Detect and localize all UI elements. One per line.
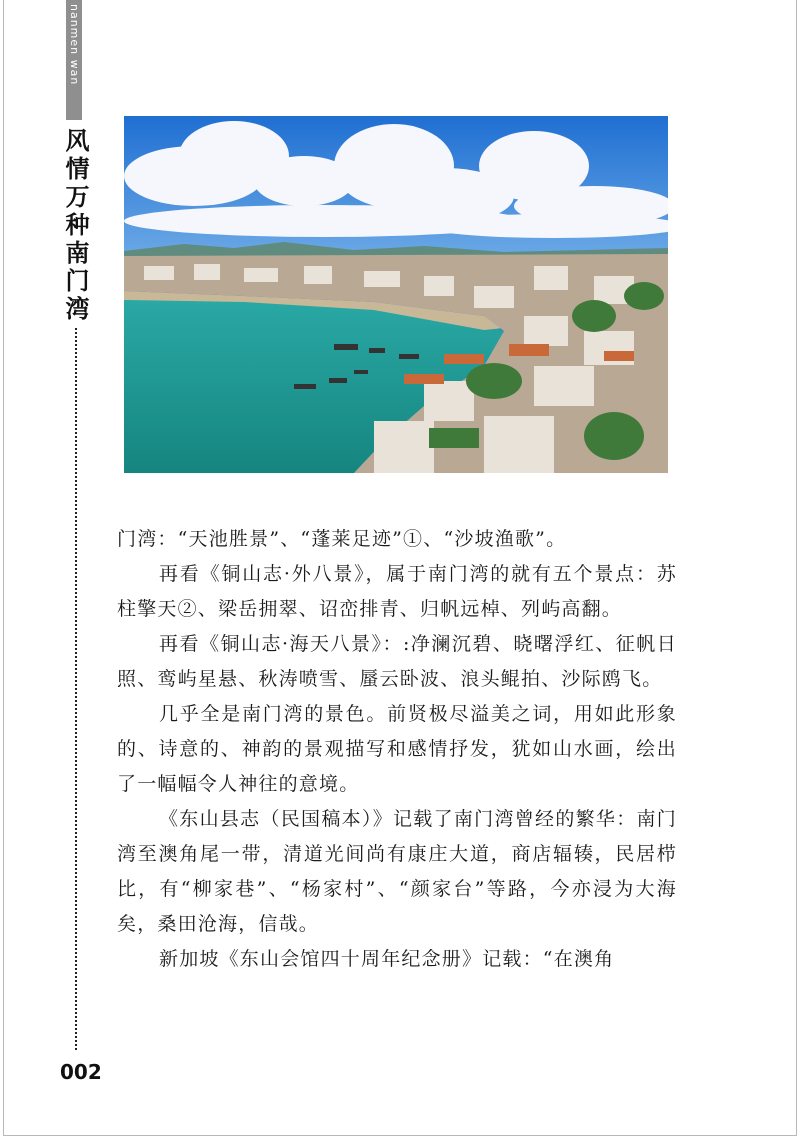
paragraph-2: 再看《铜山志·外八景》，属于南门湾的就有五个景点：苏柱擎天②、梁岳拥翠、诏峦排青、归帆远棹、列屿高翻。 — [117, 563, 677, 620]
page-number: 002 — [60, 1060, 102, 1084]
dotted-divider — [75, 328, 77, 1050]
paragraph-5: 《东山县志（民国稿本）》记载了南门湾曾经的繁华：南门湾至澳角尾一带，清道光间尚有康庄大道，商店辐辏，民居栉比，有“柳家巷”、“杨家村”、“颜家台”等路，今亦浸为大海矣，桑田沧海，信哉。 — [117, 808, 677, 935]
harbor-town-photo — [124, 116, 668, 473]
photo-illustration — [124, 116, 668, 473]
section-tab-text: nanmen wan — [68, 4, 81, 86]
paragraph-6: 新加坡《东山会馆四十周年纪念册》记载：“在澳角 — [159, 948, 615, 970]
paragraph-3: 再看《铜山志·海天八景》：:净澜沉碧、晓曙浮红、征帆日照、鸾屿星悬、秋涛喷雪、蜃云卧波、浪头鲲拍、沙际鸥飞。 — [117, 633, 677, 690]
body-text — [117, 522, 677, 977]
vertical-chapter-title: 风情万种南门湾 — [61, 128, 90, 324]
paragraph-4: 几乎全是南门湾的景色。前贤极尽溢美之词，用如此形象的、诗意的、神韵的景观描写和感情抒发，犹如山水画，绘出了一幅幅令人神往的意境。 — [117, 703, 677, 795]
paragraph-1: 门湾：“天池胜景”、“蓬莱足迹”①、“沙坡渔歌”。 — [117, 528, 567, 550]
